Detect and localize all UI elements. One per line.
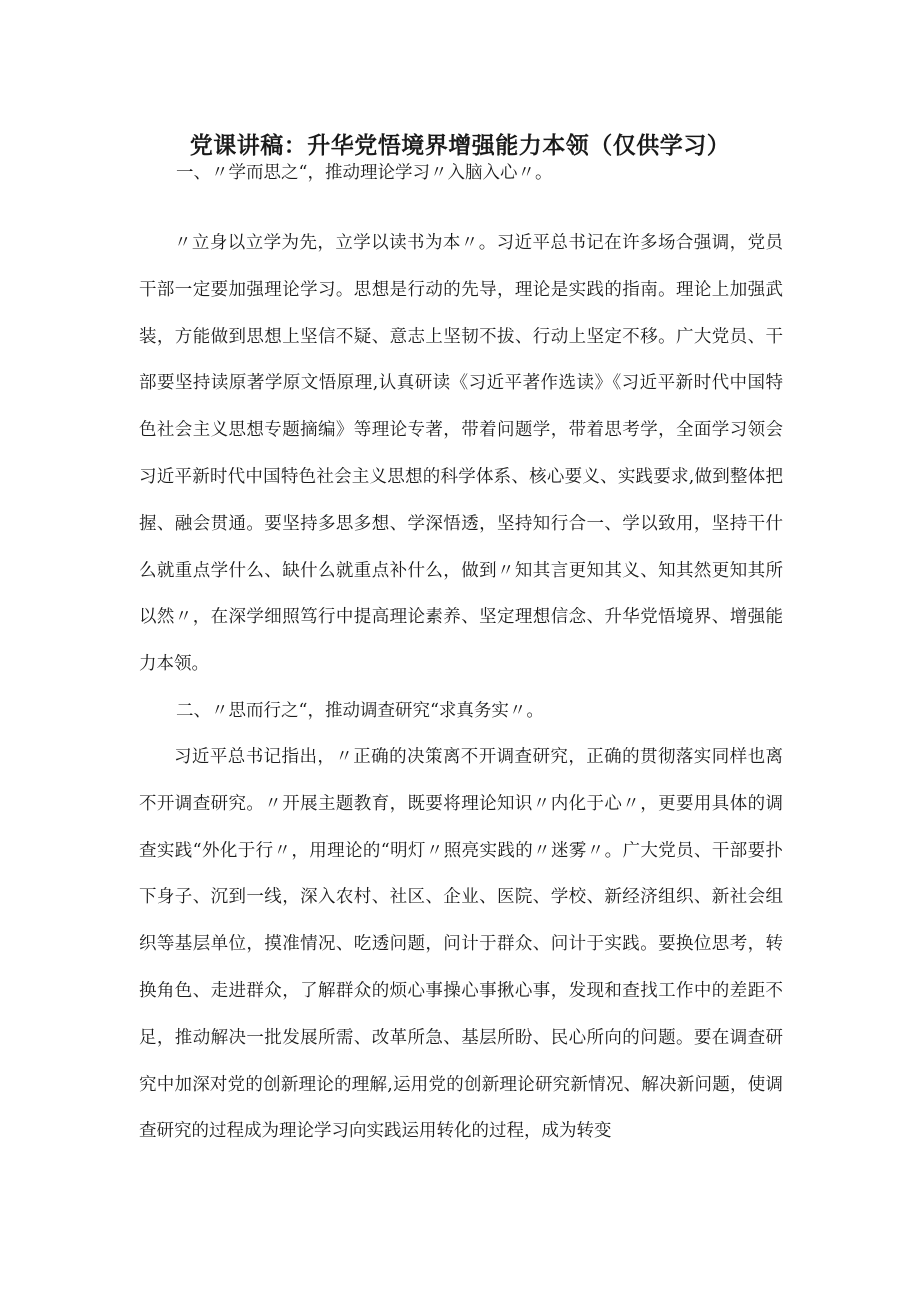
section-paragraph-2: 习近平总书记指出，〃正确的决策离不开调查研究，正确的贯彻落实同样也离不开调查研究。〃开展主题教育，既要将理论知识〃内化于心〃，更要用具体的调查实践“外化于行〃，用理论的“明灯〃照亮实践的〃迷雾〃。广大党员、干部要扑下身子、沉到一线，深入农村、社区、企业、医院、学校、新经济组织、新社会组织等基层单位，摸准情况、吃透问题，问计于群众、问计于实践。要换位思考，转换角色、走进群众，了解群众的烦心事操心事揪心事，发现和查找工作中的差距不足，推动解决一批发展所需、改革所急、基层所盼、民心所向的问题。要在调查研究中加深对党的创新理论的理解,运用党的创新理论研究新情况、解决新问题，使调查研究的过程成为理论学习向实践运用转化的过程，成为转变 bbox=[139, 747, 783, 1142]
document-title: 党课讲稿：升华党悟境界增强能力本领（仅供学习） bbox=[189, 133, 731, 159]
section-heading-2: 二、〃思而行之“，推动调查研究“求真务实〃。 bbox=[176, 701, 544, 721]
section-heading-1: 一、〃学而思之“，推动理论学习〃入脑入心〃。 bbox=[176, 163, 553, 183]
section-paragraph-1: 〃立身以立学为先，立学以读书为本〃。习近平总书记在许多场合强调，党员干部一定要加强理论学习。思想是行动的先导，理论是实践的指南。理论上加强武装，方能做到思想上坚信不疑、意志上坚韧不拔、行动上坚定不移。广大党员、干部要坚持读原著学原文悟原理,认真研读《习近平著作选读》《习近平新时代中国特色社会主义思想专题摘编》等理论专著，带着问题学，带着思考学，全面学习领会习近平新时代中国特色社会主义思想的科学体系、核心要义、实践要求,做到整体把握、融会贯通。要坚持多思多想、学深悟透，坚持知行合一、学以致用，坚持干什么就重点学什么、缺什么就重点补什么，做到〃知其言更知其义、知其然更知其所以然〃，在深学细照笃行中提高理论素养、坚定理想信念、升华党悟境界、增强能力本领。 bbox=[139, 233, 783, 675]
